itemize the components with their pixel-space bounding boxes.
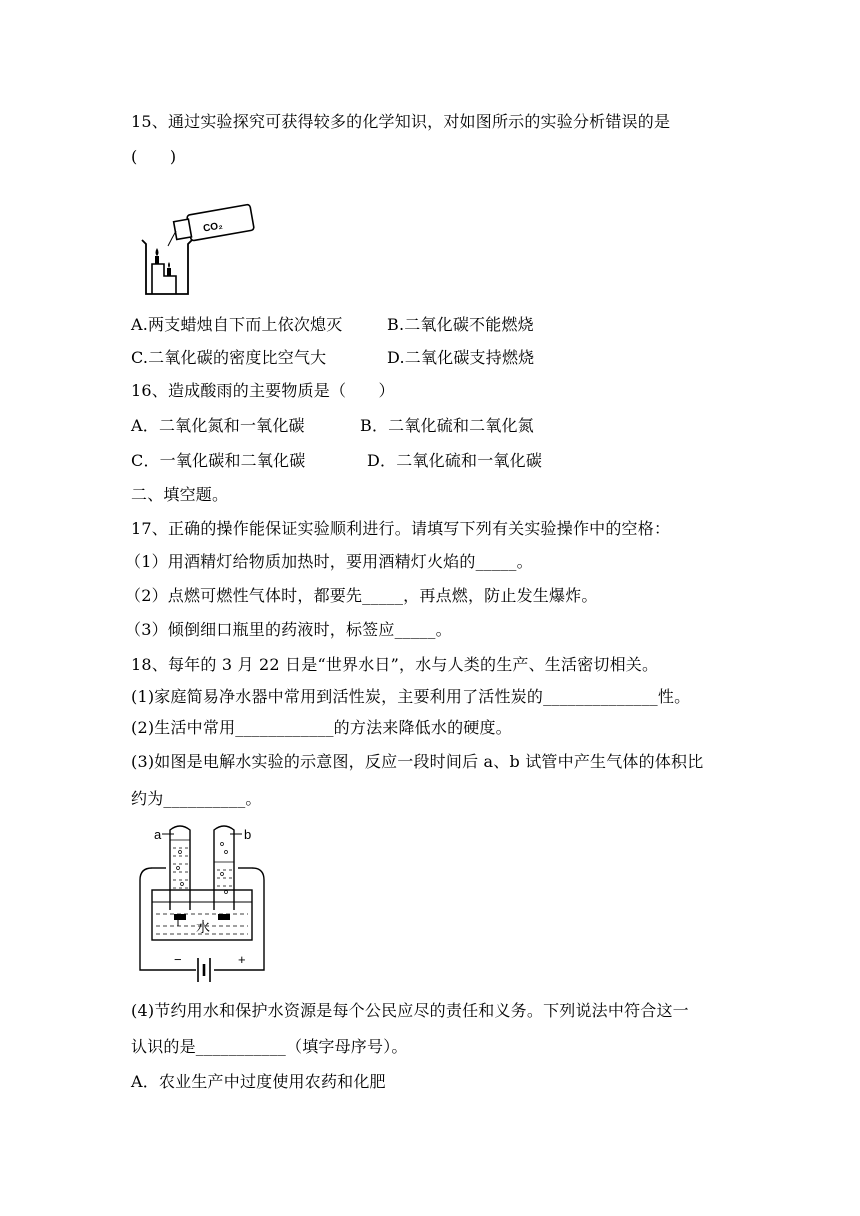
co2-label: CO₂ (202, 220, 224, 235)
q18-part-4-line1: (4)节约用水和保护水资源是每个公民应尽的责任和义务。下列说法中符合这一 (131, 1001, 689, 1020)
q16-option-b: B．二氧化硫和二氧化氮 (360, 416, 534, 435)
q16-stem: 16、造成酸雨的主要物质是（ ） (131, 381, 395, 400)
q18-part-3-line1: (3)如图是电解水实验的示意图，反应一段时间后 a、b 试管中产生气体的体积比 (131, 752, 704, 771)
q15-option-c: C.二氧化碳的密度比空气大 (131, 348, 327, 367)
q18-stem: 18、每年的 3 月 22 日是“世界水日”，水与人类的生产、生活密切相关。 (131, 655, 659, 674)
q15-option-b: B.二氧化碳不能燃烧 (387, 315, 534, 334)
q18-part-3-line2: 约为__________。 (131, 789, 262, 808)
q18-option-a: A．农业生产中过度使用农药和化肥 (131, 1072, 386, 1091)
q15-stem: 15、通过实验探究可获得较多的化学知识，对如图所示的实验分析错误的是 (131, 112, 671, 131)
q15-option-a: A.两支蜡烛自下而上依次熄灭 (131, 315, 343, 334)
electrolysis-figure (132, 822, 272, 982)
q17-part-2: （2）点燃可燃性气体时，都要先_____，再点燃，防止发生爆炸。 (125, 586, 598, 605)
q17-part-3: （3）倾倒细口瓶里的药液时，标签应_____。 (125, 620, 452, 639)
q15-answer-paren: ( ) (131, 147, 177, 166)
q18-part-2: (2)生活中常用____________的方法来降低水的硬度。 (131, 718, 512, 737)
water-label: 水 (196, 919, 210, 935)
q17-part-1: （1）用酒精灯给物质加热时，要用酒精灯火焰的_____。 (125, 552, 533, 571)
q18-part-1: (1)家庭简易净水器中常用到活性炭，主要利用了活性炭的______________性。 (131, 687, 691, 706)
q16-option-a: A．二氧化氮和一氧化碳 (131, 416, 305, 435)
positive-terminal-label: + (238, 952, 246, 967)
q16-option-d: D．二氧化硫和一氧化碳 (367, 451, 543, 470)
tube-a-label: a (154, 827, 162, 842)
co2-candle-figure (138, 198, 268, 298)
section-heading: 二、填空题。 (131, 485, 229, 504)
q15-option-d: D.二氧化碳支持燃烧 (387, 348, 535, 367)
q18-part-4-line2: 认识的是___________（填字母序号）。 (131, 1037, 408, 1056)
q17-stem: 17、正确的操作能保证实验顺利进行。请填写下列有关实验操作中的空格： (131, 519, 671, 538)
q16-option-c: C．一氧化碳和二氧化碳 (131, 451, 306, 470)
tube-b-label: b (244, 827, 252, 842)
negative-terminal-label: − (174, 952, 182, 967)
